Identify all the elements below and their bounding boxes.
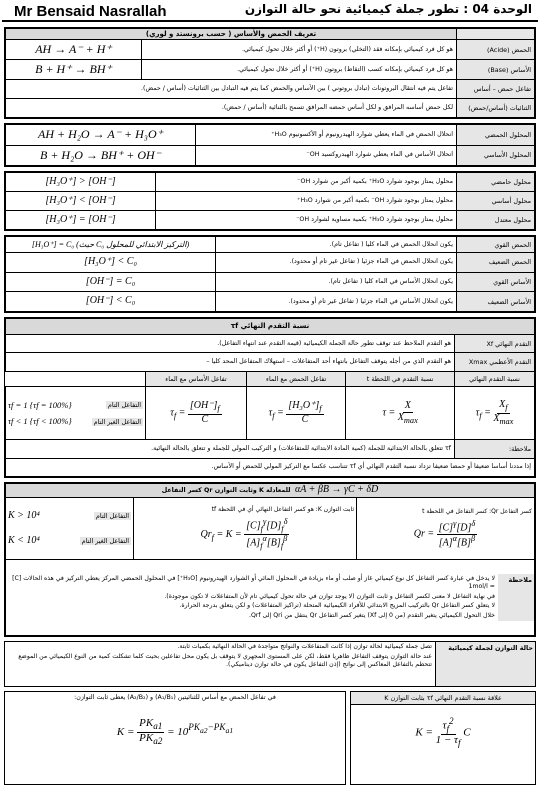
k-total-label: التفاعل التام: [95, 512, 129, 521]
strong-acid-relation: [H₃O⁺] = C₀ (حيث C₀ التركيز الابتدائي للمحلول): [6, 237, 216, 253]
qr-note-label: ملاحظة: [498, 574, 534, 621]
weak-base-label: الأساس الضعيف: [457, 292, 535, 312]
neutral-text: محلول يمتاز بوجود شوارد H₃O⁺ بكمية مساوية لشوارد OH⁻: [156, 211, 457, 230]
acid-dissolution-text: انحلال الحمض في الماء يعطي شوارد الهيدرونيوم أو الأكسونيوم H₃O⁺: [196, 125, 457, 146]
weak-acid-text: يكون انحلال الحمض في الماء جزئيا ( تفاعل غير تام أو محدود).: [216, 253, 457, 273]
acid-equation: AH → A⁻ + H⁺: [6, 40, 142, 60]
equilibrium-state-section: [4, 641, 536, 687]
tau-note-2: إذا مددنا أساسا ضعيفا أو حمضا ضعيفا تزداد نسبة التقدم النهائي أي τf تتناسب عكسا مع التركيز المولي للحمض أو الأساس.: [6, 458, 535, 476]
tau-base-formula: $\tau_f$ = $\frac{[OH^-]_f}{C}$: [146, 387, 247, 440]
neutral-label: محلول معتدل: [457, 211, 535, 230]
solution-types-section: [4, 171, 536, 231]
base-solution-label: المحلول الأساسي: [457, 145, 535, 166]
reaction-quotient-section: [4, 482, 536, 637]
k-total: K > 10⁴: [8, 510, 40, 521]
head-final-ratio: نسبة التقدم النهائي: [454, 371, 534, 387]
base-dissolution-text: انحلال الأساس في الماء يعطي شوارد الهيدروكسيد OH⁻: [196, 145, 457, 166]
k-pka-text: في تفاعل الحمض مع أساس للثنائيتين (A₁/B₁) و (A₂/B₂) يعطى ثابت التوازن:: [74, 694, 276, 701]
tau-partial: τf < 1 {τf < 100%}: [8, 416, 72, 427]
equilibrium-label: حالة التوازن لجملة كيميائية: [435, 642, 535, 686]
k-formula: $Qr_f = K$ = $\frac{[C]_f^\gamma[D]_f^\delta}{[A]_f^\alpha[B]_f^\beta}$: [200, 516, 288, 551]
acid-base-reaction-label: تفاعل حمض – أساس: [457, 80, 535, 99]
acid-dissolution-equation: AH + H₂O → A⁻ + H₃O⁺: [6, 125, 196, 146]
xf-definition: هو التقدم الملاحظ عند توقف تطور حالة الجملة الكيميائية (قيمة التقدم عند انتهاء التفاعل).: [6, 334, 455, 352]
acid-base-definition-section: [4, 27, 536, 119]
acid-solution-label: المحلول الحمضي: [457, 125, 535, 146]
tau-note-label: ملاحظة:: [455, 440, 535, 458]
qr-note-4: خلال التحول الكيميائي يتغير التقدم (من 0 إلى Xf) يتغير كسر التفاعل Qr ينتقل من Qri إلى Qrf.: [248, 612, 495, 620]
basic-label: محلول أساسي: [457, 192, 535, 211]
qr-k-title: كسر التفاعل Qr وثابت التوازن K للمعادلة: [161, 487, 291, 495]
qr-notes: [6, 560, 535, 636]
acidic-text: محلول يمتاز بوجود شوارد H₃O⁺ بكمية أكبر من شوارد OH⁻: [156, 173, 457, 192]
tau-t-formula: τ = $\frac{X}{X_{max}}$: [346, 387, 455, 440]
weak-acid-relation: [H₃O⁺] < C₀: [6, 253, 216, 273]
section-title: [6, 484, 535, 498]
k-pka-box: [4, 691, 346, 785]
tau-total-label: التفاعل التام: [107, 400, 141, 409]
qr-label: كسر التفاعل Qr: كسر التفاعل في اللحظة t: [422, 508, 532, 516]
k-cases: [6, 498, 134, 560]
strong-base-text: يكون انحلال الأساس في الماء كليا ( تفاعل تام).: [216, 272, 457, 292]
tau-acid-formula: $\tau_f$ = $\frac{[H_3O^+]_f}{C}$: [246, 387, 345, 440]
general-equation: αA + βB → γC + δD: [294, 484, 379, 496]
header-rule: [2, 20, 538, 22]
author-name: Mr Bensaid Nasrallah: [14, 3, 167, 20]
base-label: الأساس (Base): [457, 60, 535, 80]
section-title: تعريف الحمض والأساس ( حسب برونستد و لوري): [6, 29, 457, 40]
k-label: ثابت التوازن K: هو كسر التفاعل النهائي أي في اللحظة tf: [211, 506, 354, 514]
k-partial-label: التفاعل الغير التام: [81, 536, 129, 545]
qr-note-1: لا يدخل في عبارة كسر التفاعل كل نوع كيميائي غاز أو صلب أو ماء بزيادة في المحلول المائي أو الشوارد الهيدرونيوم [H₃O⁺] في المحلول الحمضي المركز يعطي التركيز في هذه الحالات [C] = 1mol/l: [12, 575, 495, 590]
tau-note-1: τf تتعلق بالحالة الابتدائية للجملة (كمية المادة الابتدائية للمتفاعلات) و التركيب المولي للجملة و تتعلق بالحالة النهائية.: [6, 440, 455, 458]
neutral-condition: [H₃O⁺] = [OH⁻]: [6, 211, 156, 230]
solutions-dissolution-section: [4, 123, 536, 167]
tau-partial-label: التفاعل الغير التام: [93, 417, 141, 426]
strength-section: [4, 235, 536, 313]
strong-acid-label: الحمض القوي: [457, 237, 535, 253]
weak-acid-label: الحمض الضعيف: [457, 253, 535, 273]
strong-base-label: الأساس القوي: [457, 272, 535, 292]
equilibrium-text-2: عند حالة التوازن يتوقف التفاعل ظاهريا فقط، لكن على المستوى المجهري لا يتوقف بل يكون محل تفاعلين بحيث كلما تشكلت كمية من النوع الكيميائي من الموضع تتحطم بالتفاعل المعاكس إلى نواتج (إذن التفاعل يكون في حالة توازن ديناميكي).: [18, 652, 432, 668]
xmax-label: التقدم الأعظمي Xmax: [455, 353, 535, 371]
couples-text: لكل حمض أساسه المرافق و لكل أساس حمضه المرافق تسمح بالثنائية (أساس / حمض).: [6, 99, 457, 118]
acid-base-reaction-text: تفاعل يتم فيه انتقال البروتونات (تبادل بروتوني ) بين الأساس والحمض كما يتم فيه التبادل بين الثنائيات (أساس / حمض).: [6, 80, 457, 99]
acidic-condition: [H₃O⁺] > [OH⁻]: [6, 173, 156, 192]
basic-condition: [H₃O⁺] < [OH⁻]: [6, 192, 156, 211]
page-header: [0, 0, 540, 24]
weak-base-relation: [OH⁻] < C₀: [6, 292, 216, 312]
section-title: نسبة التقدم النهائي τf: [6, 319, 535, 335]
basic-text: محلول يمتاز بوجود شوارد OH⁻ بكمية أكبر من شوارد H₃O⁺: [156, 192, 457, 211]
acid-definition: هو كل فرد كيميائي بإمكانه فقد (التخلي) بروتون (H⁺) أو أكثر خلال تحول كيميائي.: [142, 40, 457, 60]
k-partial: K < 10⁴: [8, 534, 40, 546]
base-equation: B + H⁺ → BH⁺: [6, 60, 142, 80]
tau-k-box: [350, 691, 536, 785]
qr-note-3: لا يتعلق كسر التفاعل Qr بالتركيب المزيج الابتدائي للأفراد الكيميائية المتحلة (تراكيز المتفاعلات) و لكن يتعلق بدرجة الحرارة.: [179, 602, 495, 610]
weak-base-text: يكون انحلال الأساس في الماء جزئيا ( تفاعل غير تام أو محدود).: [216, 292, 457, 312]
tau-k-formula: K = $\frac{\tau_f^2}{1 - \tau_f}$ C: [415, 716, 471, 749]
tau-k-label: علاقة نسبة التقدم النهائي τf بثابت التوازن K: [351, 692, 535, 705]
qr-formula-cell: [357, 498, 535, 560]
strong-base-relation: [OH⁻] = C₀: [6, 272, 216, 292]
qr-formula: Qr = $\frac{[C]^\gamma[D]^\delta}{[A]^\alpha[B]^\beta}$: [413, 518, 476, 549]
tau-final-formula: $\tau_f$ = $\frac{X_f}{X_{max}}$: [454, 387, 534, 440]
k-pka-formula: K = $\frac{PK_{a1}}{PK_{a2}}$ = $10^{PK_{a2}-PK_{a1}}$: [116, 716, 234, 746]
head-base-water: تفاعل الأساس مع الماء: [146, 371, 247, 387]
tau-cases: [6, 387, 146, 440]
head-ratio-t: نسبة التقدم في اللحظة t: [346, 371, 455, 387]
couples-label: الثنائيات (أساس/حمض): [457, 99, 535, 118]
xmax-definition: هو التقدم الذي من أجله يتوقف التفاعل بانتهاء أحد المتفاعلات – استهلاك المتفاعل المحد كليا –: [6, 353, 455, 371]
qr-note-2: في نهاية التفاعل لا معنى لكسر التفاعل و ثابت التوازن (لا يوجد توازن في حالة تحول كيميائي تام لأن المتفاعلات لا تكون موجودة).: [164, 592, 495, 600]
k-relations-section: [4, 691, 536, 785]
xf-label: التقدم النهائي Xf: [455, 334, 535, 352]
acid-label: الحمض (Acide): [457, 40, 535, 60]
head-acid-water: تفاعل الحمض مع الماء: [246, 371, 345, 387]
acidic-label: محلول حامضي: [457, 173, 535, 192]
base-dissolution-equation: B + H₂O → BH⁺ + OH⁻: [6, 145, 196, 166]
base-definition: هو كل فرد كيميائي بإمكانه كسب (التقاط) بروتون (H⁺) أو أكثر خلال تحول كيميائي.: [142, 60, 457, 80]
tau-total: τf = 1 {τf = 100%}: [8, 399, 72, 410]
unit-title: الوحدة 04 : تطور جملة كيميائية نحو حالة التوازن: [244, 2, 532, 16]
strong-acid-text: يكون انحلال الحمض في الماء كليا ( تفاعل تام).: [216, 237, 457, 253]
final-advancement-section: [4, 317, 536, 478]
k-formula-cell: [134, 498, 357, 560]
equilibrium-text-1: تصل جملة كيميائية لحالة توازن إذا كانت المتفاعلات والنواتج متواجدة في الحالة النهائية بكميات ثابتة.: [177, 643, 432, 650]
